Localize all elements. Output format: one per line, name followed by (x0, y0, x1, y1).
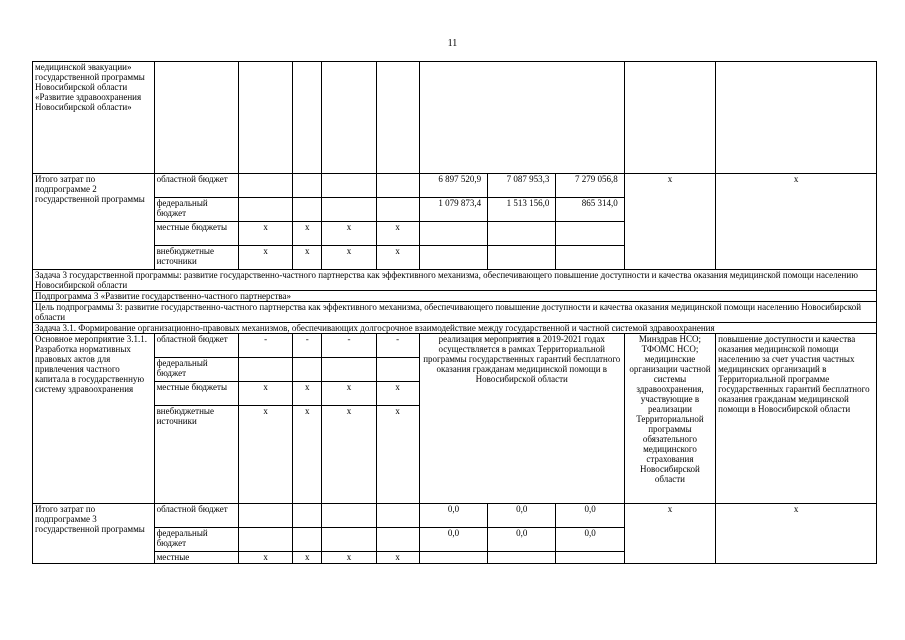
table-row: местные бюджеты х х х х (33, 382, 877, 406)
table-row (33, 302, 877, 323)
measure-name: Основное мероприятие 3.1.1. Разработка нормативных правовых актов для привлечения частного капитала в государственную систему здравоохранения (33, 334, 155, 504)
table-row: внебюджетные источники х х х х (33, 406, 877, 430)
table-row (33, 291, 877, 302)
executor-cell: Минздрав НСО; ТФОМС НСО; медицинские организации частной системы здравоохранения, участвующие в реализации Территориальной программы обязательного медицинского страхования Новосибирской области (624, 334, 715, 504)
table-row: местные бюджеты х х х х (33, 222, 877, 246)
total-label: Итого затрат по подпрограмме 2 государственной программы (33, 174, 155, 270)
table-row: Итого затрат по подпрограмме 2 государственной программы областной бюджет 6 897 520,9 7 087 953,3 7 279 056,8 х х (33, 174, 877, 198)
subprogram-3-heading: Подпрограмма 3 «Развитие государственно-частного партнерства» (33, 291, 877, 302)
executor-cell: х (624, 174, 715, 270)
table-row (33, 270, 877, 291)
table-row: федеральный бюджет 0,0 0,0 0,0 (33, 528, 877, 552)
result-cell: повышение доступности и качества оказания медицинской помощи населению за счет участия частных медицинских организаций в Территориальной программе государственных гарантий бесплатного оказания гражданам медицинской помощи в Новосибирской области (716, 334, 877, 504)
table-row: Итого затрат по подпрограмме 3 государственной программы областной бюджет 0,0 0,0 0,0 х х (33, 504, 877, 528)
result-cell: х (716, 174, 877, 270)
table-row: федеральный бюджет (33, 358, 877, 382)
table-row: внебюджетные источники х х х х (33, 246, 877, 270)
executor-cell: х (624, 504, 715, 564)
measure-description: реализация мероприятия в 2019-2021 годах осуществляется в рамках Территориальной программы государственных гарантий бесплатного оказания гражданам медицинской помощи в Новосибирской области (419, 334, 624, 504)
table-row: Основное мероприятие 3.1.1. Разработка нормативных правовых актов для привлечения частного капитала в государственную систему здравоохранения областной бюджет - - - - реализация мероприятия в 2019-2021 годах осуществляется в рамках Территориальной программы государственных гарантий бесплатного оказания гражданам медицинской помощи в Новосибирской области Минздрав НСО; ТФОМС НСО; медицинские организации частной системы здравоохранения, участвующие в реализации Территориальной программы обязательного медицинского страхования Новосибирской области повышение доступности и качества оказания медицинской помощи населению за счет участия частных медицинских организаций в Территориальной программе государственных гарантий бесплатного оказания гражданам медицинской помощи в Новосибирской области (33, 334, 877, 358)
goal-3-heading: Цель подпрограммы 3: развитие государственно-частного партнерства как эффективного механизма, обеспечивающего повышение доступности и качества оказания медицинской помощи населению Новосибирской области (33, 302, 877, 323)
table-row (33, 323, 877, 334)
table-row: местные х х х х (33, 552, 877, 564)
table-row: федеральный бюджет 1 079 873,4 1 513 156,0 865 314,0 (33, 198, 877, 222)
result-cell: х (716, 504, 877, 564)
continued-measure-name: медицинской эвакуации» государственной программы Новосибирской области «Развитие здравоохранения Новосибирской области» (33, 62, 155, 174)
table-row (33, 62, 877, 174)
page-number: 11 (447, 38, 458, 49)
task-3-heading: Задача 3 государственной программы: развитие государственно-частного партнерства как эффективного механизма, обеспечивающего повышение доступности и качества оказания медицинской помощи населению Новосибирской области (33, 270, 877, 291)
program-table (32, 61, 877, 564)
total-label: Итого затрат по подпрограмме 3 государственной программы (33, 504, 155, 564)
task-3-1-heading: Задача 3.1. Формирование организационно-правовых механизмов, обеспечивающих долгосрочное взаимодействие между государственной и частной системой здравоохранения (33, 323, 877, 334)
